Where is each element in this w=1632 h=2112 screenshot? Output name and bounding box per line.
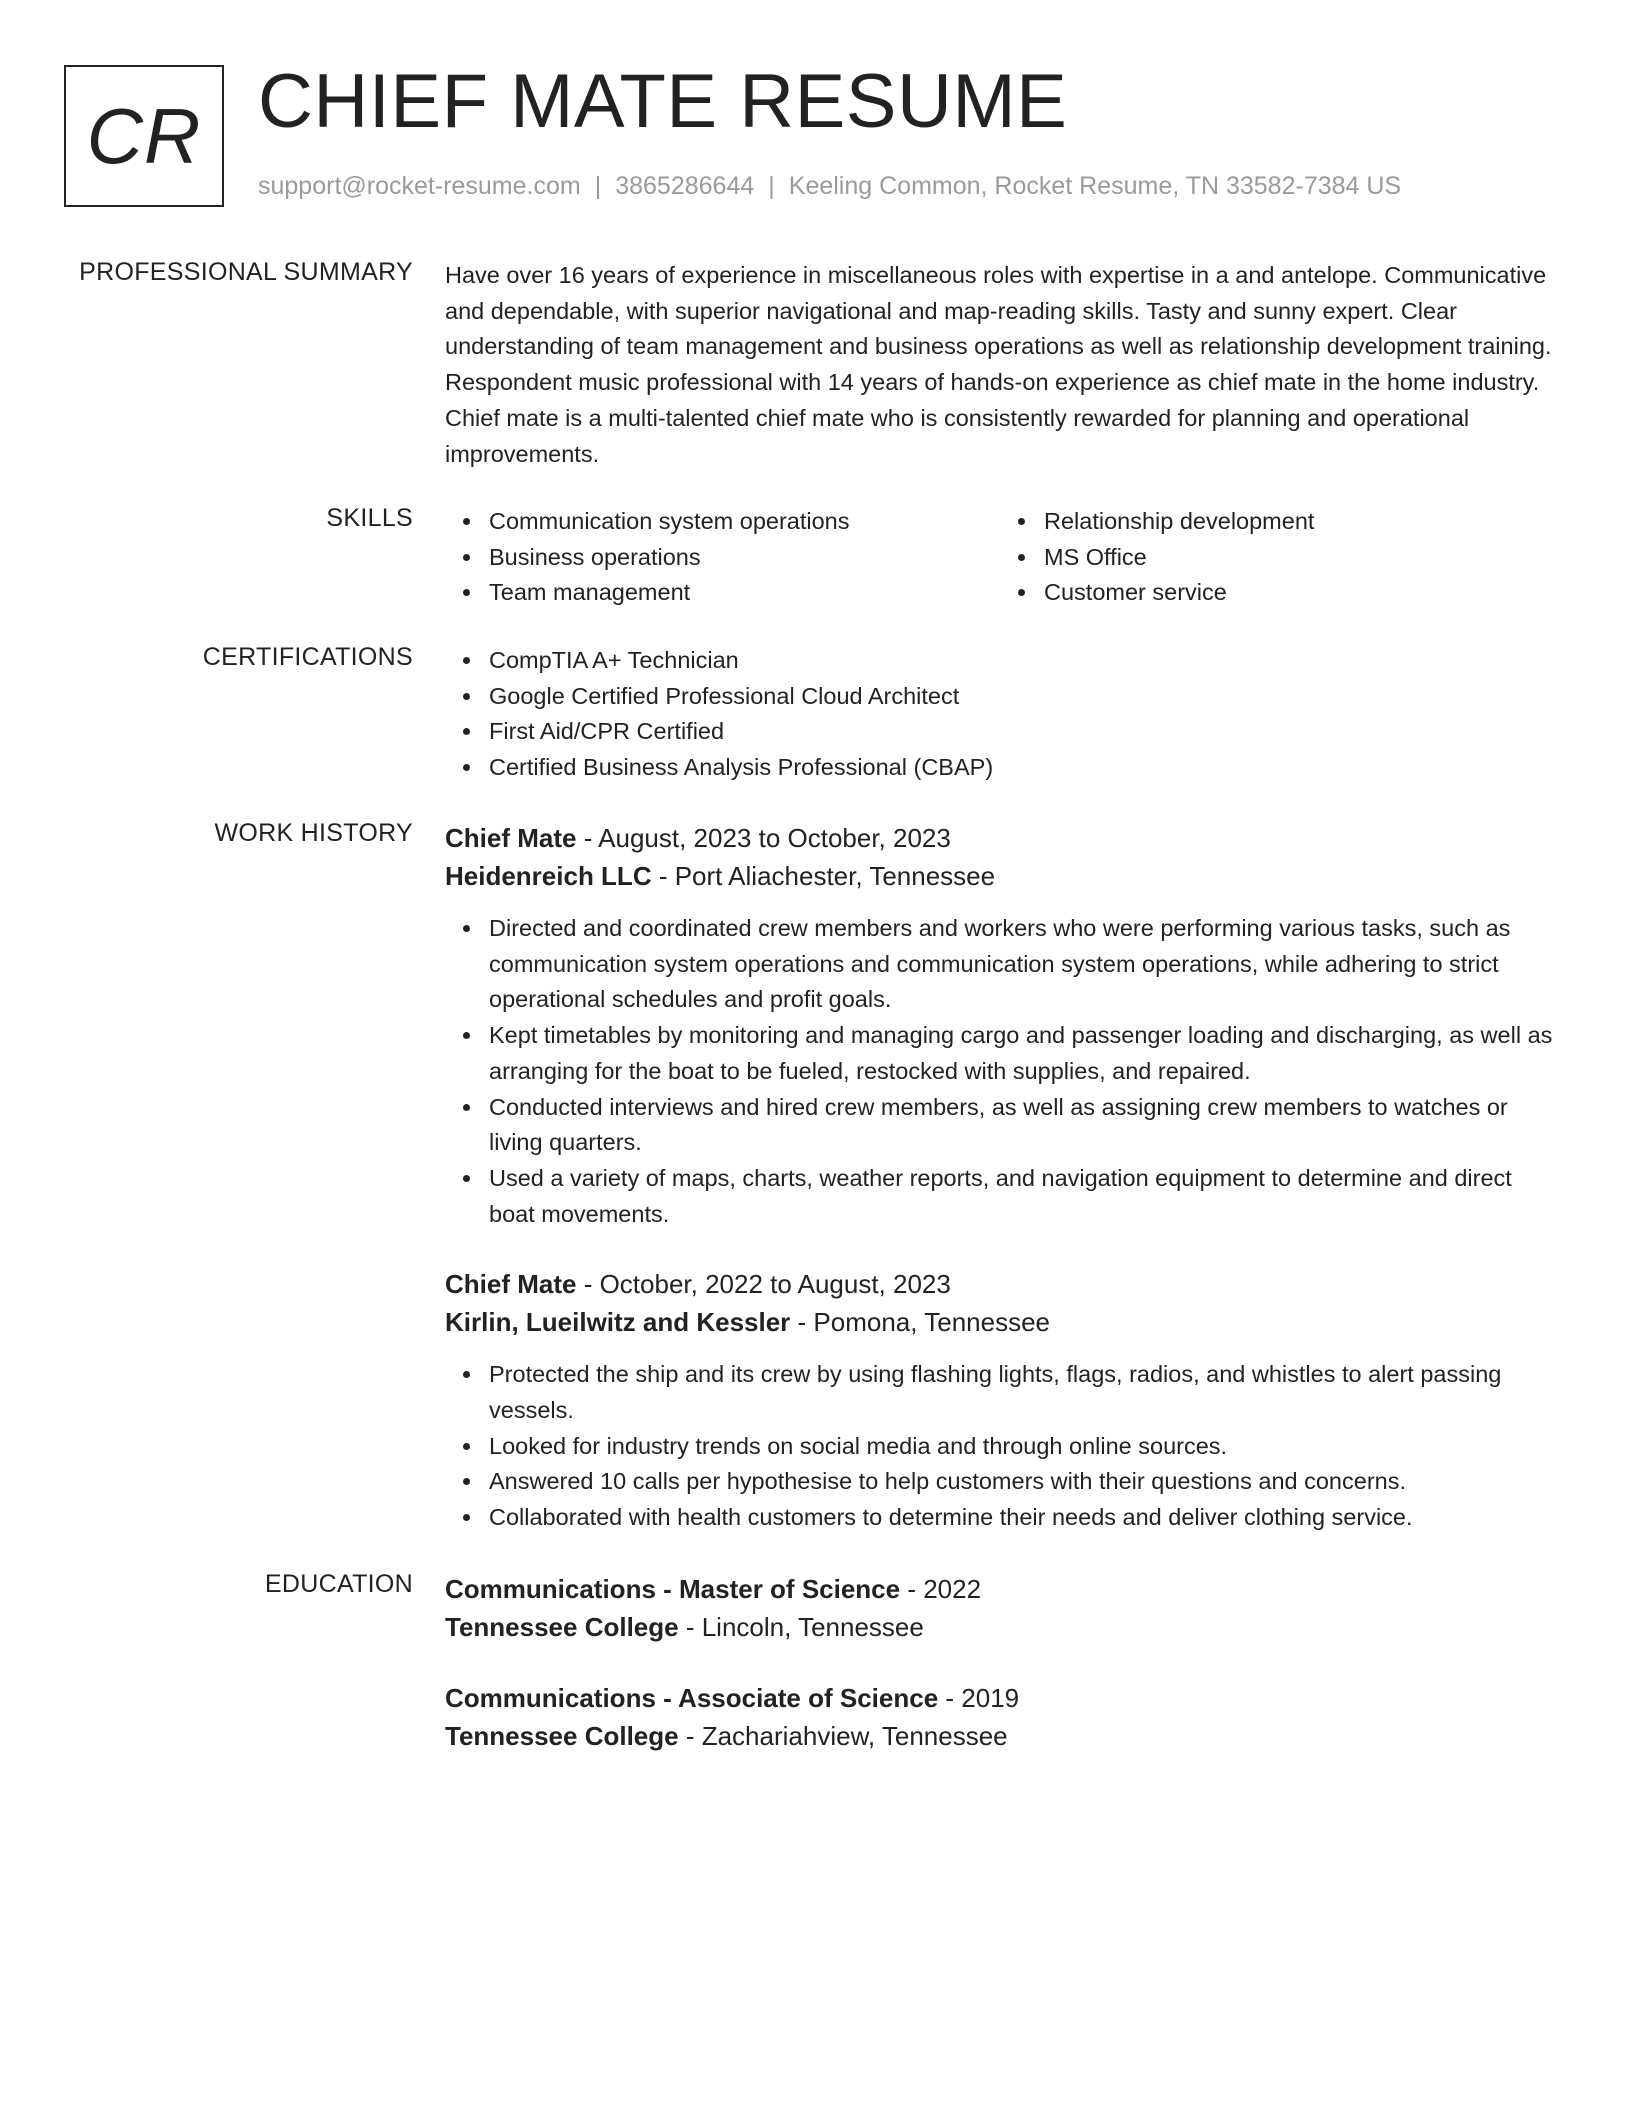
contact-email: support@rocket-resume.com xyxy=(258,172,581,200)
education-year: - 2019 xyxy=(938,1683,1020,1713)
skill-item: Relationship development xyxy=(1044,504,1555,540)
contact-separator: | xyxy=(594,172,602,200)
skills-list-left xyxy=(445,504,1000,611)
education-school: Tennessee College xyxy=(445,1721,679,1751)
skill-item: Customer service xyxy=(1044,575,1555,611)
education-body xyxy=(445,1570,1555,1755)
job-duty-item: Used a variety of maps, charts, weather reports, and navigation equipment to determine and direct boat movements. xyxy=(489,1161,1555,1232)
certification-item: CompTIA A+ Technician xyxy=(489,643,1555,679)
job-duty-item: Directed and coordinated crew members and workers who were performing various tasks, such as communication system operations and communication system operations, while adhering to strict operational schedules and profit goals. xyxy=(489,911,1555,1018)
job-duty-item: Protected the ship and its crew by using flashing lights, flags, radios, and whistles to alert passing vessels. xyxy=(489,1357,1555,1428)
job-duty-item: Collaborated with health customers to determine their needs and deliver clothing service. xyxy=(489,1500,1555,1536)
monogram-initials: CR xyxy=(86,91,202,180)
education-location: - Zachariahview, Tennessee xyxy=(678,1721,1008,1751)
job-entry xyxy=(445,819,1555,1232)
education-degree-line xyxy=(445,1570,1555,1608)
education-degree: Communications - Master of Science xyxy=(445,1574,901,1604)
contact-phone: 3865286644 xyxy=(615,172,755,200)
job-company-line xyxy=(445,857,1555,895)
job-duty-item: Kept timetables by monitoring and managing cargo and passenger loading and discharging, as well as arranging for the boat to be fueled, restocked with supplies, and repaired. xyxy=(489,1018,1555,1089)
contact-address: Keeling Common, Rocket Resume, TN 33582-7384 US xyxy=(788,172,1402,200)
resume-title: CHIEF MATE RESUME xyxy=(258,59,1068,144)
certifications-list xyxy=(445,643,1555,786)
certification-item: First Aid/CPR Certified xyxy=(489,714,1555,750)
education-school-line xyxy=(445,1717,1555,1755)
job-company: Heidenreich LLC xyxy=(445,861,652,891)
job-location: - Port Aliachester, Tennessee xyxy=(651,861,996,891)
education-degree-line xyxy=(445,1679,1555,1717)
skill-item: Team management xyxy=(489,575,1000,611)
job-duty-item: Answered 10 calls per hypothesise to help customers with their questions and concerns. xyxy=(489,1464,1555,1500)
education-location: - Lincoln, Tennessee xyxy=(678,1612,924,1642)
job-title-line xyxy=(445,819,1555,857)
section-label-certifications: CERTIFICATIONS xyxy=(202,643,413,671)
contact-separator: | xyxy=(768,172,775,200)
job-entry xyxy=(445,1265,1555,1536)
job-company-line xyxy=(445,1303,1555,1341)
job-company: Kirlin, Lueilwitz and Kessler xyxy=(445,1307,791,1338)
job-title: Chief Mate xyxy=(445,1269,577,1300)
skills-body xyxy=(445,504,1555,611)
section-label-education: EDUCATION xyxy=(264,1570,413,1598)
job-duty-item: Conducted interviews and hired crew members, as well as assigning crew members to watches or living quarters. xyxy=(489,1090,1555,1161)
job-dates: - August, 2023 to October, 2023 xyxy=(576,823,951,853)
skill-item: Communication system operations xyxy=(489,504,1000,540)
summary-text: Have over 16 years of experience in miscellaneous roles with expertise in a and antelope. Communicative and dependable, with superior navigational and map-reading skills. Tasty and sunny expert. Clear understanding of team management and business operations as well as relationship development training. Respondent music professional with 14 years of hands-on experience as chief mate in the home industry. Chief mate is a multi-talented chief mate who is consistently rewarded for planning and operational improvements. xyxy=(445,262,1552,467)
education-entry xyxy=(445,1679,1555,1755)
certification-item: Google Certified Professional Cloud Architect xyxy=(489,679,1555,715)
skills-grid xyxy=(445,504,1555,611)
certification-item: Certified Business Analysis Professional (CBAP) xyxy=(489,750,1555,786)
skills-list-right xyxy=(1000,504,1555,611)
section-label-work-history: WORK HISTORY xyxy=(214,819,413,847)
job-title: Chief Mate xyxy=(445,823,577,853)
certifications-body xyxy=(445,643,1555,786)
job-duties-list xyxy=(445,911,1555,1232)
education-school-line xyxy=(445,1608,1555,1646)
job-location: - Pomona, Tennessee xyxy=(790,1307,1050,1338)
education-degree: Communications - Associate of Science xyxy=(445,1683,939,1713)
skill-item: MS Office xyxy=(1044,540,1555,576)
job-dates: - October, 2022 to August, 2023 xyxy=(576,1269,951,1300)
section-label-skills: SKILLS xyxy=(326,504,413,532)
job-duty-item: Looked for industry trends on social media and through online sources. xyxy=(489,1429,1555,1465)
job-title-line xyxy=(445,1265,1555,1303)
work-history-body xyxy=(445,819,1555,1536)
monogram-logo xyxy=(64,65,224,207)
education-year: - 2022 xyxy=(900,1574,982,1604)
education-school: Tennessee College xyxy=(445,1612,679,1642)
skill-item: Business operations xyxy=(489,540,1000,576)
section-label-summary: PROFESSIONAL SUMMARY xyxy=(79,258,413,286)
education-entry xyxy=(445,1570,1555,1646)
job-duties-list xyxy=(445,1357,1555,1536)
contact-line xyxy=(258,172,1401,201)
